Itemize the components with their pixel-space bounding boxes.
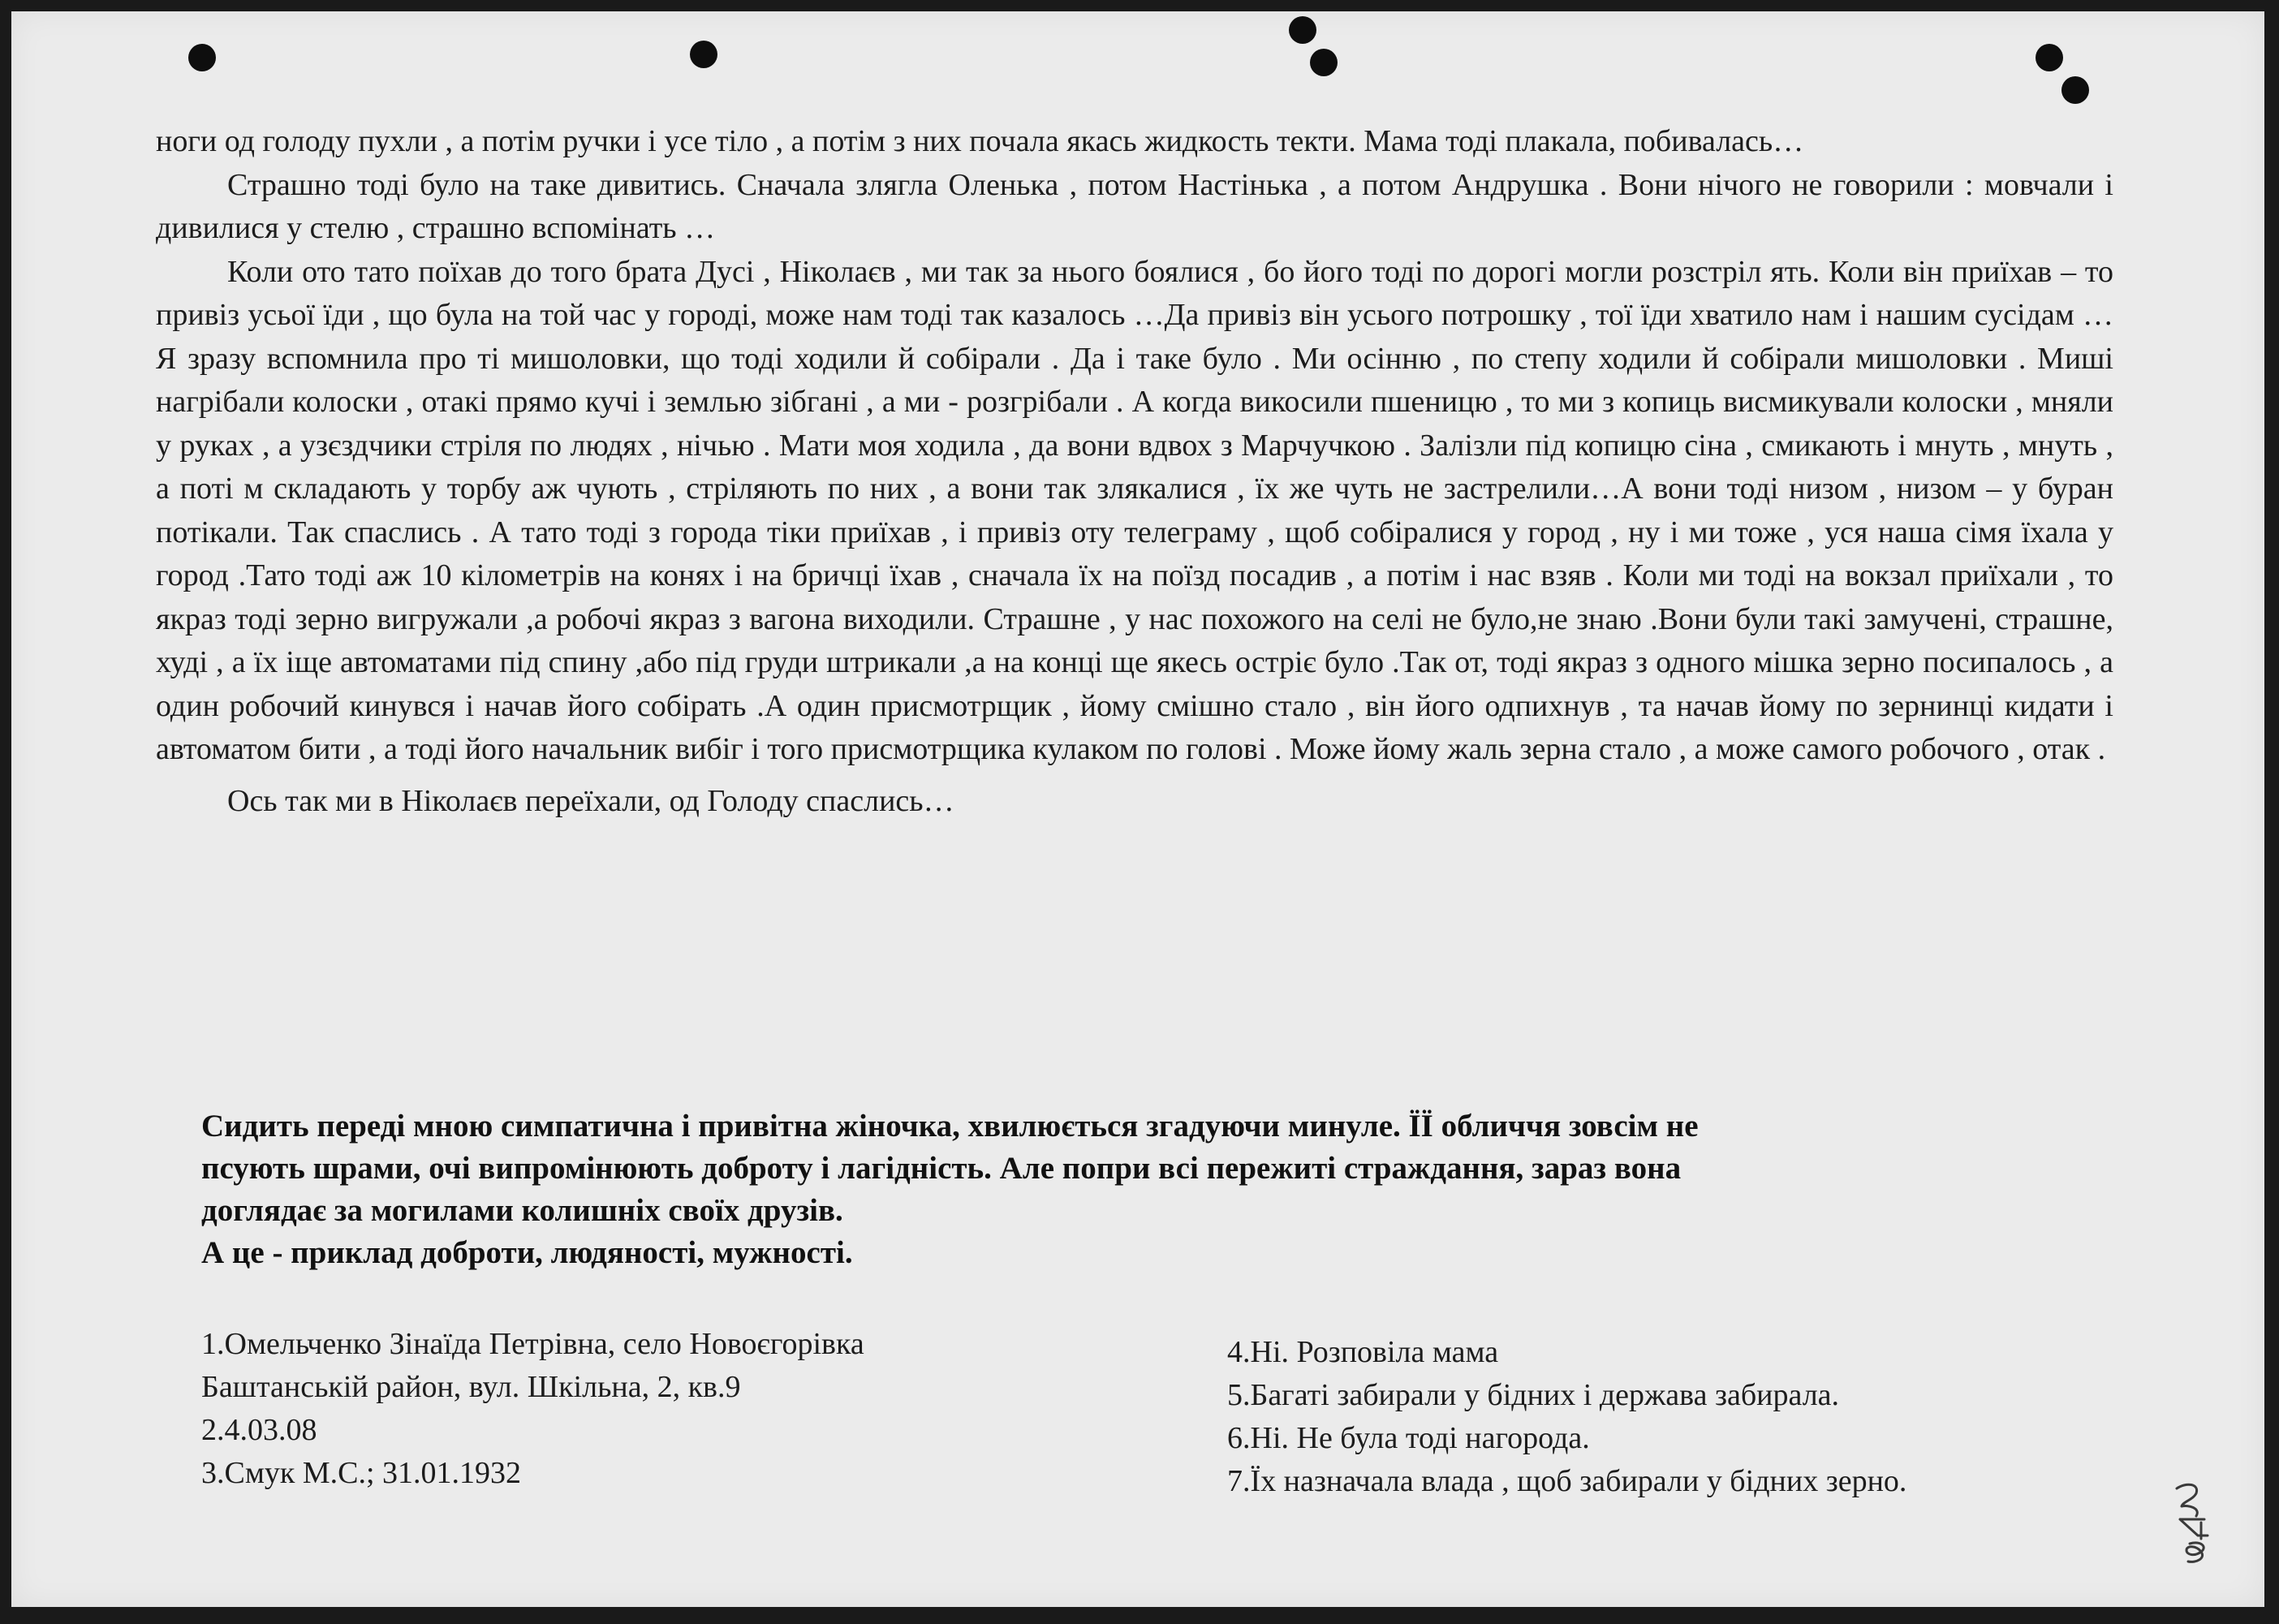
respondent-info — [201, 1323, 1094, 1495]
paragraph: Ось так ми в Ніколаєв переїхали, од Голоду спаслись… — [227, 783, 954, 818]
handwritten-page-number — [2169, 1477, 2217, 1566]
answer-line: 4.Ні. Розповіла мама — [1227, 1335, 1499, 1369]
commentary-line: доглядає за могилами колишніх своїх друзів. — [201, 1193, 843, 1228]
commentary-line: псують шрами, очі випромінюють доброту і лагідність. Але попри всі пережиті страждання, зараз вона — [201, 1151, 1682, 1186]
answer-line: 6.Ні. Не була тоді нагорода. — [1227, 1421, 1590, 1455]
punch-hole — [2061, 76, 2089, 104]
punch-hole — [188, 44, 216, 71]
answer-line: 7.Їх назначала влада , щоб забирали у бідних зерно. — [1227, 1464, 1907, 1498]
punch-hole — [690, 41, 717, 68]
punch-hole — [1310, 49, 1338, 76]
info-line: Баштанській район, вул. Шкільна, 2, кв.9 — [201, 1370, 741, 1404]
questionnaire-answers — [1227, 1331, 2161, 1503]
punch-hole — [2036, 44, 2063, 71]
paragraph: Коли ото тато поїхав до того брата Дусі , Ніколаєв , ми так за нього боялися , бо його тоді по дорогі могли розстріл ять. Коли він приїхав – то привіз усьої їди , що була на той час у городі, може нам тоді так казалось …Да привіз він усього потрошку , тої їди хватило нам і нашим сусідам …Я зразу вспомнила про ті мишоловки, що тоді ходили й собірали . Да і таке було . Ми осінню , по степу ходили й собірали мишоловки . Миші нагрібали колоски , отакі прямо кучі і землью зібгані , а ми - розгрібали . А когда викосили пшеницю , то ми з копиць висмикували колоски , мняли у руках , а узєздчики стріля по людях , нічью . Мати моя ходила , да вони вдвох з Марчучкою . Залізли під копицю сіна , смикають і мнуть , мнуть , а поті м складають у торбу аж чують , стріляють по них , а вони так злякалися , їх же чуть не застрелили…А вони тоді низом , низом – у буран потікали. Так спаслись . А тато тоді з города тіки приїхав , і привіз оту телеграму , щоб собіралися у город , ну і ми тоже , уся наша сімя їхала у город .Тато тоді аж 10 кілометрів на конях і на бричці їхав , сначала їх на поїзд посадив , а потім і нас взяв . Коли ми тоді на вокзал приїхали , то якраз тоді зерно вигружали ,а робочі якраз з вагона виходили. Страшне , у нас похожого на селі не було,не знаю .Вони були такі замучені, страшне, худі , а їх іще автоматами під спину ,або під груди штрикали ,а на конці ще якесь остріє було .Так от, тоді якраз з одного мішка зерно посипалось , а один робочий кинувся і начав його собірать .А один присмотрщик , йому смішно стало , він його одпихнув , та начав йому по зернинці кидати і автоматом бити , а тоді його начальник вибіг і того присмотрщика кулаком по голові . Може йому жаль зерна стало , а може самого робочого , отак . — [156, 254, 2113, 766]
info-line: 2.4.03.08 — [201, 1413, 317, 1447]
paragraph: ноги од голоду пухли , а потім ручки і усе тіло , а потім з них почала якась жидкость текти. Мама тоді плакала, побивалась… — [156, 124, 1804, 158]
interviewer-commentary — [201, 1105, 2068, 1274]
info-line: 1.Омельченко Зінаїда Петрівна, село Новоєгорівка — [201, 1327, 864, 1361]
testimony-text — [156, 120, 2113, 823]
paragraph: Страшно тоді було на таке дивитись. Сначала злягла Оленька , потом Настінька , а потом Андрушка . Вони нічого не говорили : мовчали і дивилися у стелю , страшно вспомінать … — [156, 167, 2113, 245]
punch-hole — [1289, 16, 1316, 44]
info-line: 3.Смук М.С.; 31.01.1932 — [201, 1456, 522, 1490]
commentary-line: А це - приклад доброти, людяності, мужності. — [201, 1235, 853, 1270]
commentary-line: Сидить переді мною симпатична і привітна жіночка, хвилюється згадуючи минуле. ЇЇ обличчя зовсім не — [201, 1109, 1699, 1144]
answer-line: 5.Багаті забирали у бідних і держава забирала. — [1227, 1378, 1840, 1412]
